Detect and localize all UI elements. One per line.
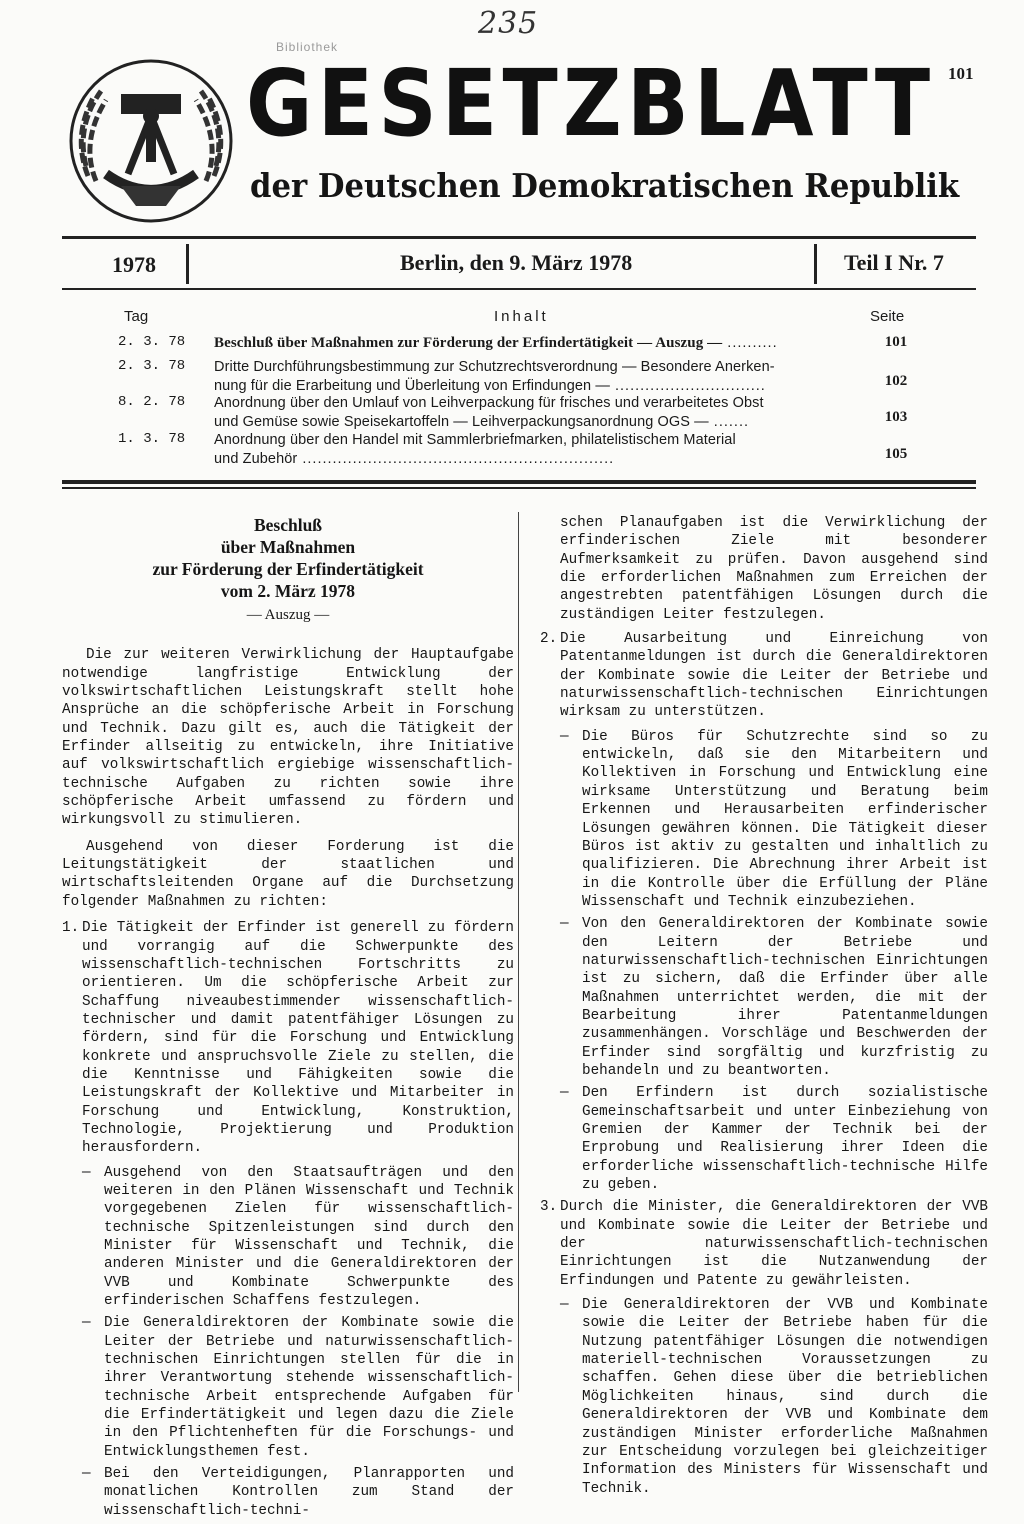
column-divider: [518, 512, 519, 1392]
divider-bar: [814, 244, 817, 284]
toc-column-page: Seite: [870, 308, 905, 325]
handwritten-mark: 235: [478, 6, 539, 41]
dash-item: — Ausgehend von den Staatsaufträgen und den weiteren in den Plänen Wissenschaft und Technik vorgegebenen Zielen für wissenschaftlich-technische Spitzenleistungen sind durch den Minister für Wissenschaft und Technik, die anderen Minister und die Generaldirektoren der VVB und Kombinate Schwerpunkte des erfinderischen Schaffens festzulegen.: [82, 1164, 514, 1310]
divider-rule: [62, 236, 976, 239]
dash-item: — Den Erfindern ist durch sozialistische Gemeinschaftsarbeit und unter Einbeziehung von Gremien der Kammer der Technik bei der Erprobung und Realisierung ihrer Ideen die erforderliche wissenschaftlich-technische Hilfe zu geben.: [560, 1085, 988, 1194]
numbered-item: 2. Die Ausarbeitung und Einreichung von Patentanmeldungen ist durch die Generaldirektoren der Kombinate sowie die Leiter der Betriebe und naturwissenschaftlich-technischen Einrichtungen wirksam zu unterstützen.: [540, 631, 988, 721]
dash-item: — Die Büros für Schutzrechte sind so zu entwickeln, daß sie den Mitarbeitern und Kollektiven in Forschung und Entwicklung eine wirksame Unterstützung und Beratung beim Erkennen und Herausarbeiten erfinderischer Lösungen gewähren können. Die Tätigkeit dieser Büros ist aktiv zu gestalten und inhaltlich zu qualifizieren. Die Abrechnung ihrer Arbeit ist in die Kontrolle über die Erfüllung der Pläne Wissenschaft und Technik einzubeziehen.: [560, 728, 988, 910]
toc-entry-date: 2. 3. 78: [118, 358, 186, 374]
masthead-subtitle: der Deutschen Demokratischen Republik: [250, 166, 960, 205]
page-number: 101: [948, 64, 974, 83]
toc-entry-page: 101: [884, 334, 908, 350]
dash-item: — Die Generaldirektoren der Kombinate sowie die Leiter der Betriebe und naturwissenschaftlich-technischen Einrichtungen stellen für die in ihrer Verantwortung stehende wissenschaftlich-technische Arbeit entsprechende Aufgaben für die Erfindertätigkeit und legen dazu die Ziele in den Pflichtenheften für die Forschungs- und Entwicklungsthemen fest.: [82, 1315, 514, 1460]
toc-entry-date: 8. 2. 78: [118, 394, 186, 410]
article-paragraph: Die zur weiteren Verwirklichung der Hauptaufgabe notwendige langfristige Entwicklung der volkswirtschaftlichen Leistungskraft stellt hohe Ansprüche an die schöpferische Arbeit in Forschung und Technik. Dazu gilt es, auch die Tätigkeit der Erfinder allseitig zu entwickeln, ihre Initiative auf volkswirtschaftlich ergiebige wissenschaftlich-technische Aufgaben zu richten sowie ihre schöpferische Arbeit umfassend zu fördern und wirkungsvoll zu stimulieren.: [62, 647, 514, 829]
masthead-title: GESETZBLATT: [246, 50, 936, 157]
numbered-item: 1. Die Tätigkeit der Erfinder ist generell zu fördern und vorrangig auf die Schwerpunkte des wissenschaftlich-technischen Fortschritts zu orientieren. Um die schöpferische Arbeit zur Schaffung niveaubestimmender wissenschaftlich-technischer und damit patentfähiger Lösungen zu fördern, sind für die Forschung und Entwicklung konkrete und anspruchsvolle Ziele zu stellen, die die Kenntnisse und Fähigkeiten sowie die Leistungskraft der Kollektive und Mitarbeiter in Forschung und Entwicklung, Konstruktion, Technologie, Projektierung und Produktion herausfordern.: [62, 920, 514, 1157]
toc-column-contents: Inhalt: [494, 308, 549, 325]
article-paragraph: Ausgehend von dieser Forderung ist die Leitungstätigkeit der staatlichen und wirtschaftsleitenden Organe auf die Durchsetzung folgender Maßnahmen zu richten:: [62, 838, 514, 910]
toc-entry-page: 102: [884, 373, 908, 389]
issue-part-number: Teil I Nr. 7: [844, 250, 944, 275]
issue-place-date: Berlin, den 9. März 1978: [400, 250, 633, 275]
toc-entry-date: 2. 3. 78: [118, 334, 186, 350]
divider-rule: [62, 480, 976, 484]
article-paragraph: schen Planaufgaben ist die Verwirklichung der erfinderischen Ziele mit besonderer Aufmerksamkeit zu prüfen. Davon ausgehend sind die erforderlichen Maßnahmen zum Erreichen der angestrebten patentfähigen Lösungen durch die zuständigen Leiter festzulegen.: [560, 515, 988, 623]
dash-item: — Von den Generaldirektoren der Kombinate sowie den Leitern der Betriebe und naturwissenschaftlich-technischen Einrichtungen ist zu sichern, daß die Erfinder über alle Maßnahmen unterrichtet werden, die mit der Bearbeitung ihrer Patentanmeldungen zusammenhängen. Vorschläge und Beschwerden der Erfinder sind sorgfältig und kurzfristig zu behandeln und zu beantworten.: [560, 916, 988, 1079]
divider-rule: [62, 288, 976, 290]
numbered-item: 3. Durch die Minister, die Generaldirektoren der VVB und Kombinate sowie die Leiter der Betriebe und der naturwissenschaftlich-technischen Einrichtungen ist die Nutzanwendung der Erfindungen und Patente zu gewährleisten.: [540, 1199, 988, 1289]
issue-info-bar: [62, 244, 976, 284]
toc-entry-title: Anordnung über den Handel mit Sammlerbriefmarken, philatelistischem Material und Zubehör ..............................................................: [214, 432, 736, 467]
divider-bar: [186, 244, 189, 284]
article-column-right: [540, 514, 988, 1502]
article-subheading: — Auszug —: [246, 607, 330, 623]
toc-entry-title: Beschluß über Maßnahmen zur Förderung der Erfindertätigkeit — Auszug — ..........: [214, 335, 778, 351]
toc-entry-date: 1. 3. 78: [118, 431, 186, 447]
toc-entry-title: Dritte Durchführungsbestimmung zur Schutzrechtsverordnung — Besondere Anerken- nung für die Erarbeitung und Überleitung von Erfindungen — ..............................: [214, 359, 775, 394]
issue-year: 1978: [112, 252, 156, 277]
dash-item: — Bei den Verteidigungen, Planrapporten und monatlichen Kontrollen zum Stand der wissenschaftlich-techni-: [82, 1466, 514, 1519]
article-column-left: [62, 514, 514, 1524]
article-heading: Beschluß über Maßnahmen zur Förderung der Erfindertätigkeit vom 2. März 1978: [152, 515, 424, 601]
state-emblem-icon: [66, 56, 236, 226]
toc-column-day: Tag: [124, 308, 149, 325]
table-of-contents: [62, 300, 976, 470]
dash-item: — Die Generaldirektoren der VVB und Kombinate sowie die Leiter der Betriebe haben für die Nutzung patentfähiger Lösungen die notwendigen materiell-technischen Voraussetzungen zu schaffen. Gehen diese über die betrieblichen Möglichkeiten hinaus, sind durch die Generaldirektoren der VVB und Kombinate dem zuständigen Minister erforderliche Maßnahmen zur Entscheidung vorzulegen bei gleichzeitiger Information des Ministers für Wissenschaft und Technik.: [560, 1297, 988, 1497]
divider-rule: [62, 487, 976, 489]
toc-entry-page: 105: [884, 446, 908, 462]
toc-entry-page: 103: [884, 409, 908, 425]
library-stamp: Bibliothek: [276, 40, 339, 54]
toc-entry-title: Anordnung über den Umlauf von Leihverpackung für frisches und verarbeitetes Obst und Gemüse sowie Speisekartoffeln — Leihverpackungsanordnung OGS — .......: [214, 395, 764, 430]
